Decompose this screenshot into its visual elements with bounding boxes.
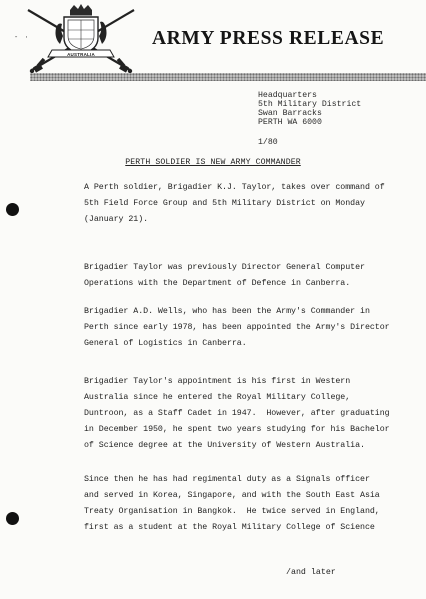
- address-line: 5th Military District: [258, 100, 362, 109]
- paragraph: A Perth soldier, Brigadier K.J. Taylor, takes over command of 5th Field Force Group and 5th Military District on Monday (January 21).: [84, 183, 385, 224]
- punch-hole: [6, 203, 19, 216]
- address-line: PERTH WA 6000: [258, 118, 322, 127]
- punch-hole: [6, 512, 19, 525]
- paragraph: Brigadier A.D. Wells, who has been the Army's Commander in Perth since early 1978, has been appointed the Army's Director General of Logistics in Canberra.: [84, 307, 390, 348]
- headline: PERTH SOLDIER IS NEW ARMY COMMANDER: [125, 158, 301, 167]
- address-line: Headquarters: [258, 91, 317, 100]
- paragraph: Brigadier Taylor was previously Director General Computer Operations with the Department of Defence in Canberra.: [84, 263, 365, 288]
- release-number: 1/80: [258, 138, 278, 147]
- australian-army-crest-icon: [22, 4, 140, 74]
- page-title: ARMY PRESS RELEASE: [152, 28, 385, 49]
- sender-address: [258, 91, 361, 127]
- handwritten-mark: - ·: [14, 34, 30, 42]
- continuation-note: /and later: [286, 568, 336, 577]
- army-crest-emblem: [22, 4, 140, 74]
- header-divider-band: [30, 73, 426, 81]
- emblem-ribbon-text: AUSTRALIA: [67, 52, 95, 57]
- paragraph: Brigadier Taylor's appointment is his first in Western Australia since he entered the Royal Military College, Duntroon, as a Staff Cadet in 1947. However, after graduating in December 1950, he spent two years studying for his Bachelor of Science degree at the University of Western Australia.: [84, 377, 390, 450]
- paragraph: Since then he has had regimental duty as a Signals officer and served in Korea, Singapore, and with the South East Asia Treaty Organisation in Bangkok. He twice served in England, first as a student at the Royal Military College of Science: [84, 475, 380, 532]
- address-line: Swan Barracks: [258, 109, 322, 118]
